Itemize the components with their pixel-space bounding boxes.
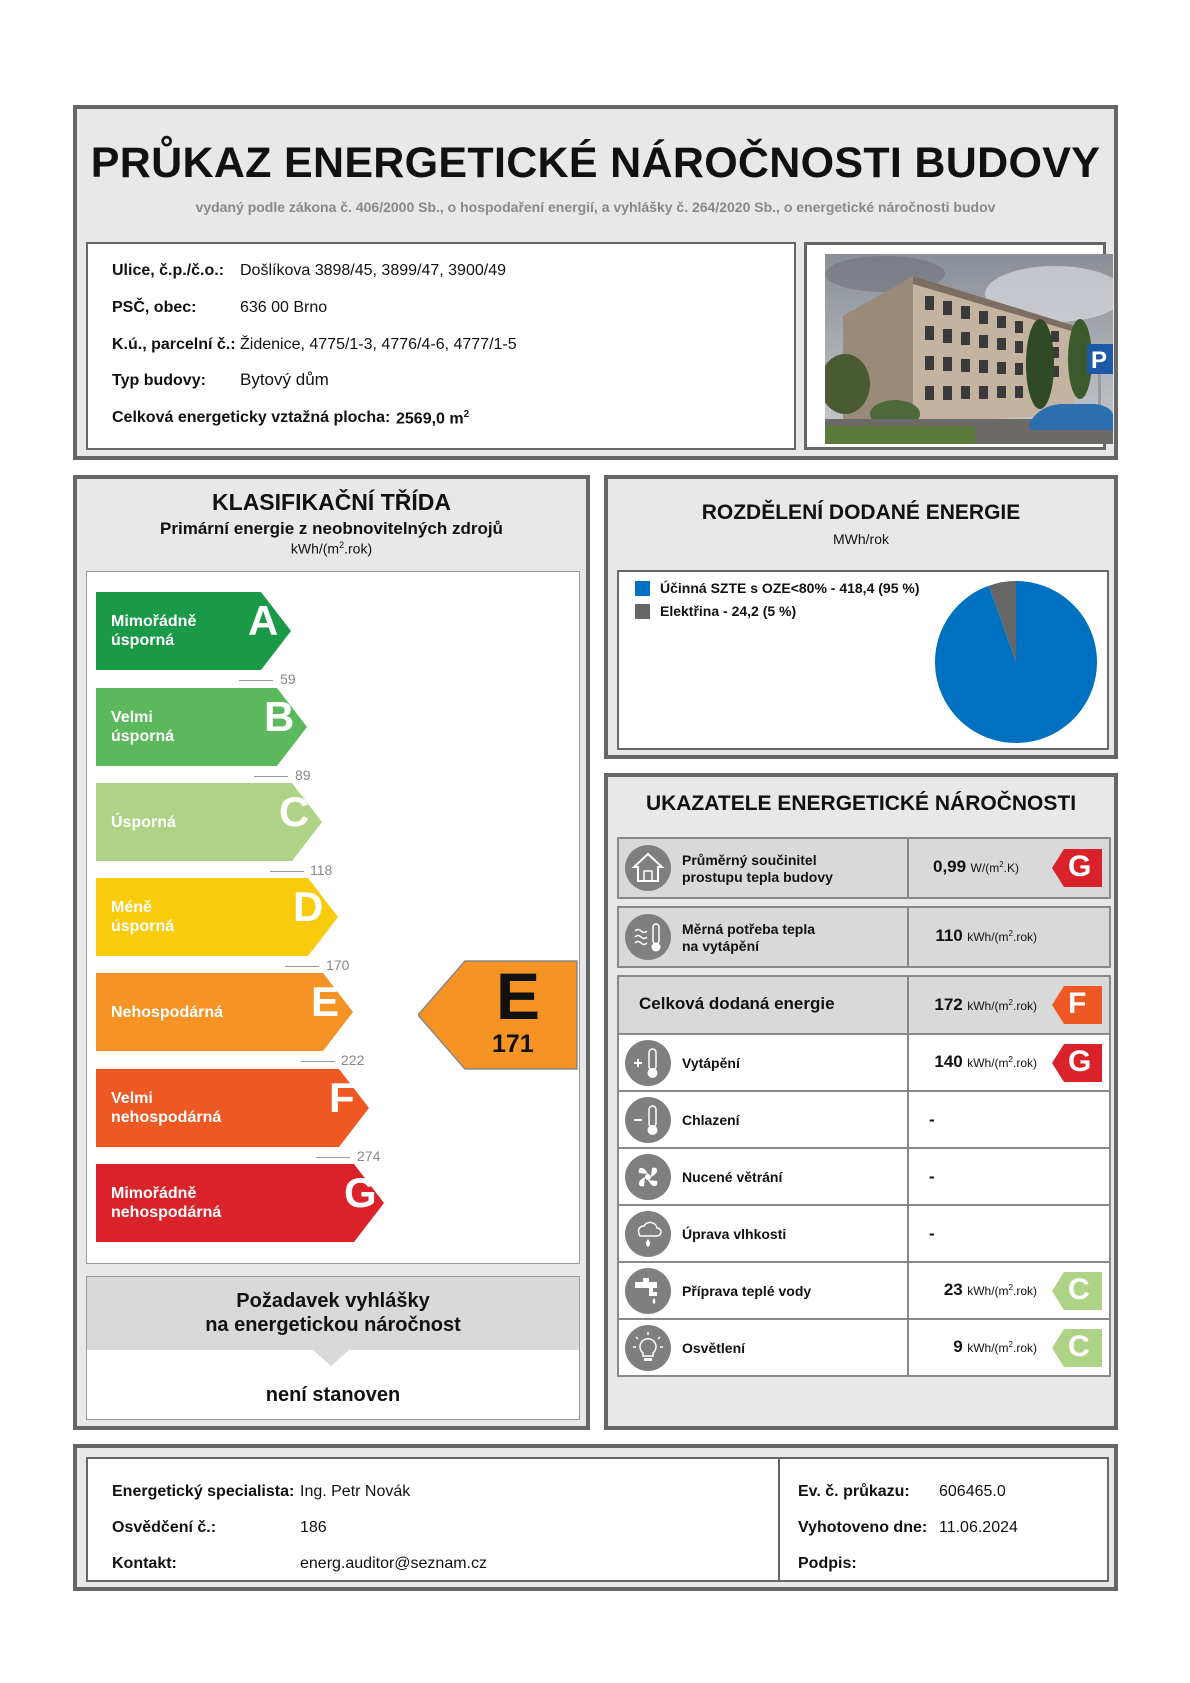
indicator-value: 172 kWh/$(m^2.rok)$ — [934, 995, 1037, 1014]
threshold-cd: 118 — [310, 862, 333, 878]
requirement-title: Požadavek vyhlášky na energetickou náročnost — [87, 1277, 579, 1350]
indicator-label: Chlazení — [682, 1112, 740, 1128]
indicator-label: Úprava vlhkosti — [682, 1226, 787, 1242]
street-value: Došlíkova 3898/45, 3899/47, 3900/49 — [240, 262, 506, 279]
distribution-chart — [617, 570, 1109, 750]
current-class-marker — [418, 960, 578, 1070]
band-d-letter: D — [293, 883, 324, 930]
specialist-label: Energetický specialista: — [112, 1483, 295, 1500]
threshold-ab: 59 — [280, 671, 296, 687]
classification-section — [73, 475, 590, 1430]
indicators-title: UKAZATELE ENERGETICKÉ NÁROČNOSTI — [645, 792, 1077, 815]
indicator-row-heating — [617, 1033, 1111, 1092]
indicator-value: 110 kWh/$(m^2.rok)$ — [935, 926, 1037, 945]
grade-badge: F — [1052, 986, 1102, 1024]
grade-badge: C — [1052, 1272, 1102, 1310]
requirement-panel — [86, 1276, 580, 1420]
indicator-row-cooling — [617, 1090, 1111, 1149]
band-g-letter: G — [344, 1169, 377, 1216]
indicator-row-transmission — [617, 837, 1111, 899]
indicator-row-lighting — [617, 1318, 1111, 1377]
legend-swatch — [635, 581, 650, 596]
certificate-label: Osvědčení č.: — [112, 1519, 217, 1536]
area-value: 2569,0 $m^2$ — [396, 409, 470, 428]
page-subtitle: vydaný podle zákona č. 406/2000 Sb., o hospodaření energií, a vyhlášky č. 264/2020 Sb., o energetické náročnosti budov — [195, 199, 996, 215]
indicator-label: Průměrný součinitel prostupu tepla budovy — [682, 852, 833, 885]
indicator-value: - — [929, 1224, 935, 1243]
footer-section — [73, 1444, 1118, 1591]
ev-number-label: Ev. č. průkazu: — [798, 1483, 910, 1500]
indicator-value: - — [929, 1110, 935, 1129]
indicator-label: Osvětlení — [682, 1340, 746, 1356]
indicator-value: - — [929, 1167, 935, 1186]
lightbulb-icon — [625, 1325, 671, 1371]
band-a-label: Mimořádně úsporná — [111, 613, 197, 649]
band-a-letter: A — [248, 597, 279, 644]
zip-value: 636 00 Brno — [240, 299, 328, 316]
band-g-label: Mimořádně nehospodárná — [111, 1185, 222, 1221]
heating-icon — [625, 1040, 671, 1086]
indicators-section — [604, 773, 1118, 1430]
building-info-panel — [86, 242, 796, 450]
indicator-row-hot-water — [617, 1261, 1111, 1320]
indicator-row-humidity — [617, 1204, 1111, 1263]
type-value: Bytový dům — [240, 370, 329, 389]
indicator-label: Celková dodaná energie — [639, 994, 835, 1013]
current-class-letter: E — [496, 959, 541, 1033]
indicator-value: 0,99 $W/(m^2.K)$ — [933, 857, 1019, 876]
indicator-label: Nucené větrání — [682, 1169, 783, 1185]
building-photo-frame — [804, 242, 1106, 450]
classification-subtitle: Primární energie z neobnovitelných zdrojů — [160, 519, 503, 538]
indicator-row-heat-need — [617, 906, 1111, 968]
ev-number-value: 606465.0 — [939, 1483, 1006, 1500]
parcel-value: Židenice, 4775/1-3, 4776/4-6, 4777/1-5 — [240, 336, 517, 353]
distribution-title: ROZDĚLENÍ DODANÉ ENERGIE — [701, 501, 1021, 524]
indicator-label: Příprava teplé vody — [682, 1283, 812, 1299]
indicator-value: 23 kWh/$(m^2.rok)$ — [943, 1280, 1037, 1299]
type-label: Typ budovy: — [112, 372, 206, 389]
legend-swatch — [635, 604, 650, 619]
street-label: Ulice, č.p./č.o.: — [112, 262, 225, 279]
house-icon — [625, 845, 671, 891]
humidity-icon — [625, 1211, 671, 1257]
threshold-fg: 274 — [357, 1148, 381, 1164]
parcel-label: K.ú., parcelní č.: — [112, 336, 236, 353]
classification-title: KLASIFIKAČNÍ TŘÍDA — [212, 489, 451, 515]
tap-icon — [625, 1268, 671, 1314]
threshold-bc: 89 — [295, 767, 311, 783]
threshold-ef: 222 — [341, 1052, 365, 1068]
band-f-label: Velmi nehospodárná — [111, 1090, 222, 1126]
area-label: Celková energeticky vztažná plocha: — [112, 409, 391, 426]
band-c-letter: C — [279, 788, 310, 835]
grade-badge: G — [1052, 849, 1102, 887]
grade-badge: G — [1052, 1044, 1102, 1082]
contact-value: energ.auditor@seznam.cz — [300, 1555, 487, 1572]
contact-label: Kontakt: — [112, 1555, 177, 1572]
cooling-icon — [625, 1097, 671, 1143]
heat-need-icon — [625, 914, 671, 960]
energy-scale — [86, 571, 580, 1264]
issue-date-value: 11.06.2024 — [939, 1519, 1018, 1536]
zip-label: PSČ, obec: — [112, 299, 197, 316]
signature-label: Podpis: — [798, 1555, 857, 1572]
building-photo — [825, 254, 1113, 444]
page-title: PRŮKAZ ENERGETICKÉ NÁROČNOSTI BUDOVY — [90, 139, 1101, 187]
svg-text:P: P — [1091, 347, 1108, 374]
band-b-label: Velmi úsporná — [111, 709, 175, 745]
energy-distribution-section — [604, 475, 1118, 759]
indicator-label: Měrná potřeba tepla na vytápění — [682, 921, 816, 954]
indicator-label: Vytápění — [682, 1055, 740, 1071]
indicator-value: 9 kWh/$(m^2.rok)$ — [953, 1337, 1037, 1356]
band-c-label: Úsporná — [111, 813, 176, 831]
current-class-value: 171 — [492, 1030, 534, 1058]
grade-badge: C — [1052, 1329, 1102, 1367]
indicator-row-ventilation — [617, 1147, 1111, 1206]
indicator-row-total — [617, 975, 1111, 1035]
pie-chart — [934, 580, 1098, 744]
band-e-letter: E — [311, 978, 340, 1025]
band-d-label: Méně úsporná — [111, 899, 175, 935]
fan-icon — [625, 1154, 671, 1200]
footer-panel — [86, 1457, 1109, 1582]
distribution-unit: MWh/rok — [833, 531, 889, 547]
threshold-de: 170 — [326, 957, 350, 973]
issue-date-label: Vyhotoveno dne: — [798, 1519, 928, 1536]
legend-item: Elektřina - 24,2 (5 %) — [635, 603, 796, 619]
legend-item: Účinná SZTE s OZE<80% - 418,4 (95 %) — [635, 580, 920, 596]
pie-slice-heating — [935, 581, 1097, 743]
band-f-letter: F — [329, 1074, 355, 1121]
band-b-letter: B — [264, 693, 295, 740]
indicator-value: 140 kWh/$(m^2.rok)$ — [934, 1052, 1037, 1071]
header-section — [73, 105, 1118, 460]
requirement-value: není stanoven — [265, 1384, 401, 1406]
specialist-value: Ing. Petr Novák — [300, 1483, 411, 1500]
classification-unit: kWh/$(m^2.rok)$ — [290, 540, 373, 557]
band-e-label: Nehospodárná — [111, 1003, 224, 1021]
certificate-value: 186 — [300, 1519, 327, 1536]
